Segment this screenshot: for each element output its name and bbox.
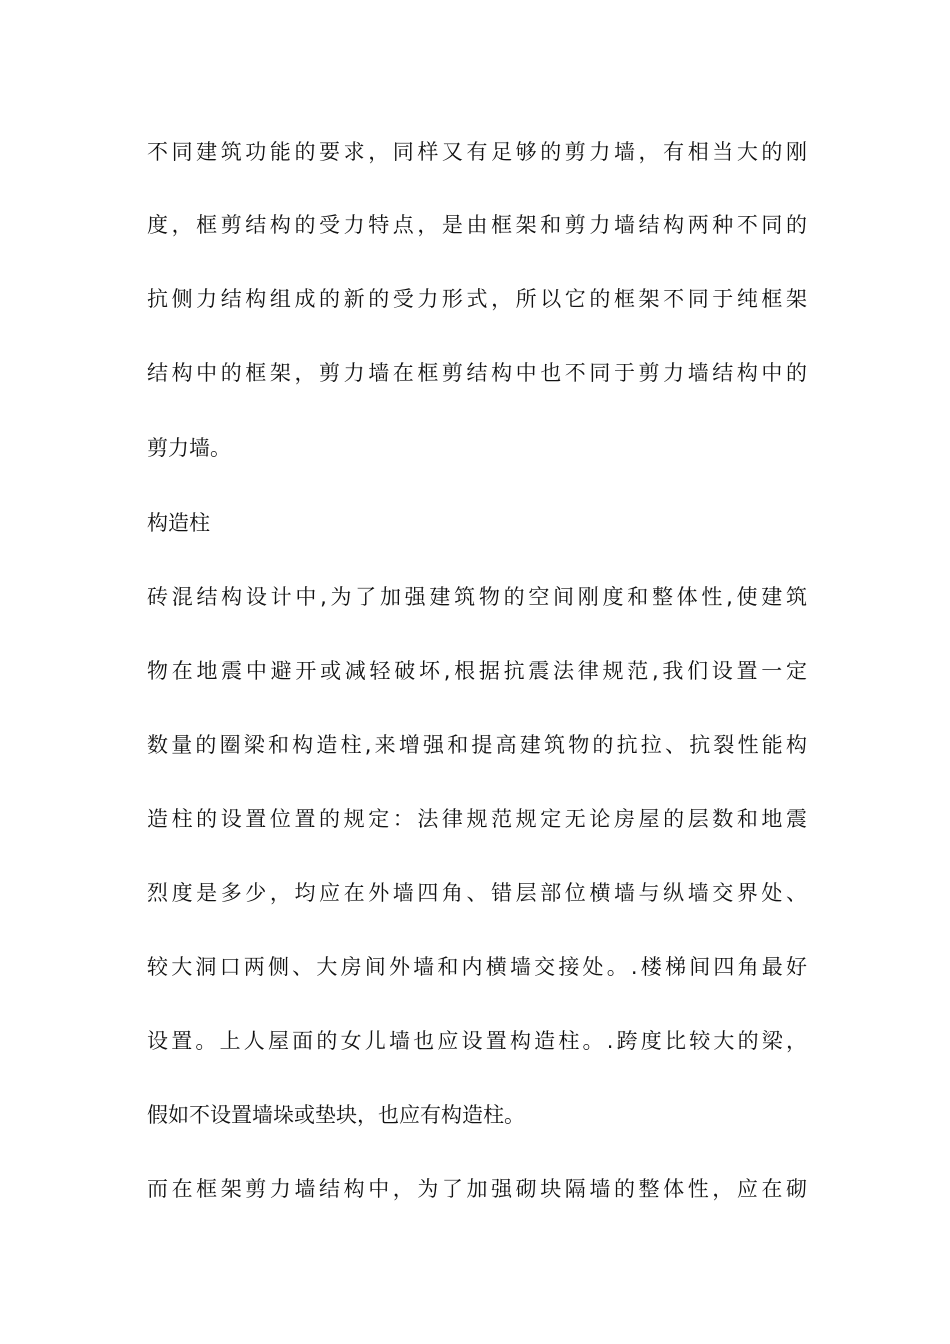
text-line: 度，框剪结构的受力特点，是由框架和剪力墙结构两种不同的: [147, 213, 807, 237]
text-line: 抗侧力结构组成的新的受力形式，所以它的框架不同于纯框架: [147, 287, 807, 311]
text-line: 剪力墙。: [147, 436, 231, 460]
text-line: 数量的圈梁和构造柱,来增强和提高建筑物的抗拉、抗裂性能构: [147, 733, 807, 757]
text-line: 而在框架剪力墙结构中，为了加强砌块隔墙的整体性，应在砌: [147, 1177, 807, 1201]
text-line: 假如不设置墙垛或垫块，也应有构造柱。: [147, 1103, 525, 1127]
text-line: 烈度是多少，均应在外墙四角、错层部位横墙与纵墙交界处、: [147, 881, 807, 905]
section-heading: 构造柱: [147, 511, 210, 535]
text-line: 设置。上人屋面的女儿墙也应设置构造柱。.跨度比较大的梁，: [147, 1029, 807, 1053]
text-line: 砖混结构设计中,为了加强建筑物的空间刚度和整体性,使建筑: [147, 585, 807, 609]
text-line: 物在地震中避开或减轻破坏,根据抗震法律规范,我们设置一定: [147, 659, 807, 683]
text-line: 较大洞口两侧、大房间外墙和内横墙交接处。.楼梯间四角最好: [147, 955, 807, 979]
text-line: 造柱的设置位置的规定：法律规范规定无论房屋的层数和地震: [147, 807, 807, 831]
text-line: 不同建筑功能的要求，同样又有足够的剪力墙，有相当大的刚: [147, 140, 807, 164]
text-line: 结构中的框架，剪力墙在框剪结构中也不同于剪力墙结构中的: [147, 361, 807, 385]
